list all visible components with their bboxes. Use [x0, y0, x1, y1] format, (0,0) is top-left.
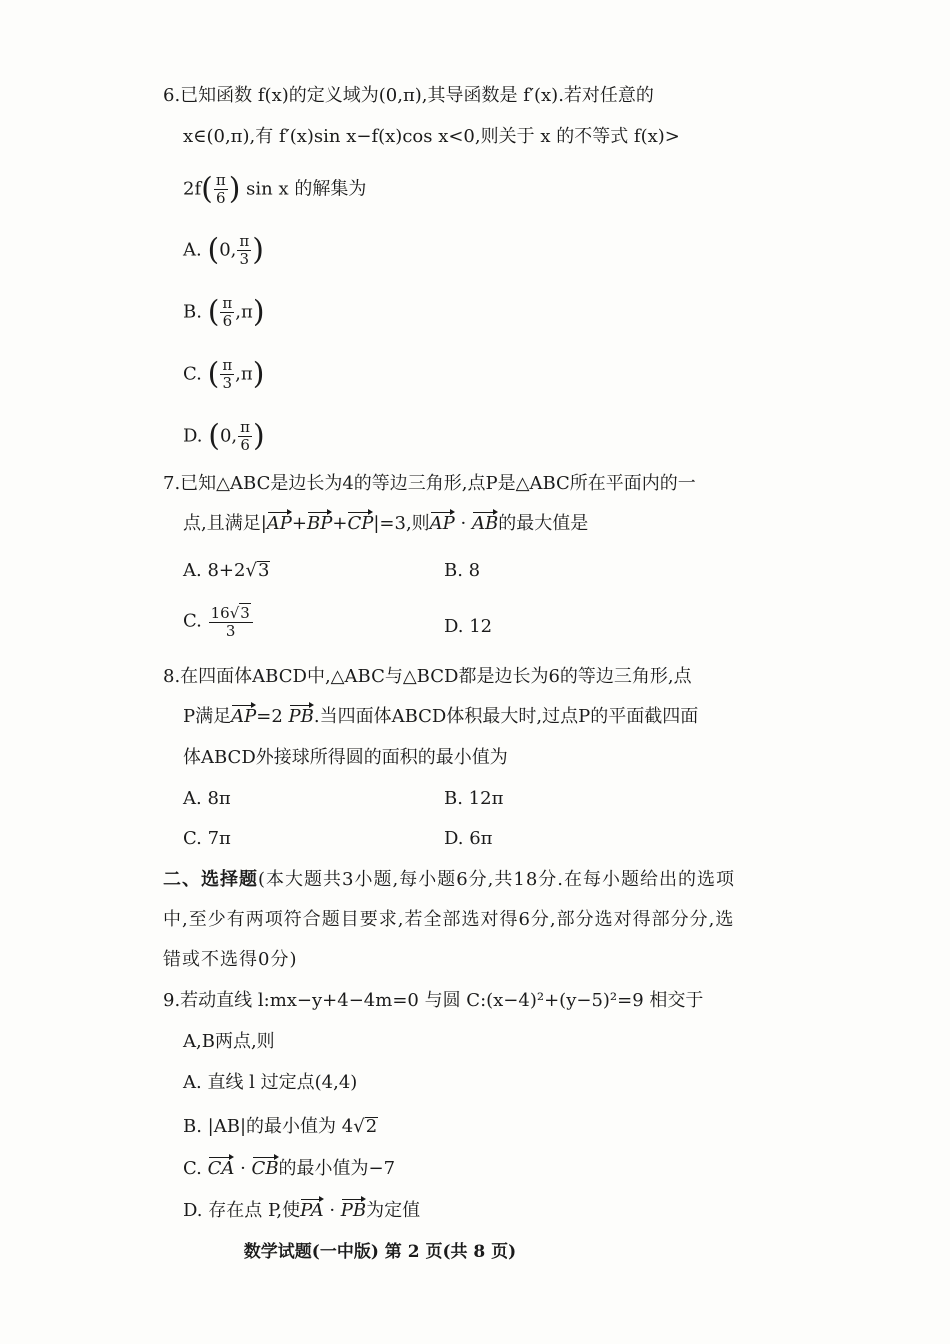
vector-ap: AP — [231, 704, 256, 730]
vector-ap-2: AP — [430, 511, 455, 537]
section2-line3: 错或不选得0分) — [163, 949, 298, 970]
q6-2f: 2f — [183, 178, 202, 200]
q8-line3: 体ABCD外接球所得圆的面积的最小值为 — [183, 747, 508, 768]
q6-option-c: C. ( $\frac{\pi}{3}$ ,π) — [183, 356, 265, 392]
q9-option-b: B. |AB|的最小值为 4√2 — [183, 1116, 378, 1137]
q8-option-c: C. 7π — [183, 828, 231, 849]
vector-ab: AB — [472, 511, 498, 537]
q7-line2: 点,且满足|AP+BP+CP|=3,则AP · AB的最大值是 — [183, 511, 588, 537]
q6-fraction: $\frac{\pi}{6}$ — [215, 171, 226, 207]
section2-line2: 中,至少有两项符合题目要求,若全部选对得6分,部分选对得部分分,选 — [163, 909, 735, 930]
vector-pa: PA — [300, 1198, 323, 1224]
q7-option-a: A. 8+2√3 — [183, 560, 270, 581]
q8-option-b: B. 12π — [444, 788, 504, 809]
q9-option-a: A. 直线 l 过定点(4,4) — [183, 1072, 358, 1093]
q8-line1: 8.在四面体ABCD中,△ABC与△BCD都是边长为6的等边三角形,点 — [163, 666, 692, 687]
q9-option-c: C. CA · CB的最小值为−7 — [183, 1156, 395, 1182]
q6-option-b: B. ( $\frac{\pi}{6}$ ,π) — [183, 294, 265, 330]
vector-ap: AP — [267, 511, 292, 537]
q8-line2: P满足AP=2 PB.当四面体ABCD体积最大时,过点P的平面截四面 — [183, 704, 698, 730]
vector-cp: CP — [347, 511, 373, 537]
q9-line1: 9.若动直线 l:mx−y+4−4m=0 与圆 C:(x−4)²+(y−5)²=9 相交于 — [163, 990, 704, 1011]
section2-heading: 二、选择题 — [163, 869, 258, 890]
q6-line2: x∈(0,π),有 f′(x)sin x−f(x)cos x<0,则关于 x 的不等式 f(x)> — [183, 126, 680, 147]
q6-option-d: D. (0, $\frac{\pi}{6}$ ) — [183, 418, 265, 454]
q6-option-a: A. (0, $\frac{\pi}{3}$ ) — [183, 232, 264, 268]
q6-line3-text: sin x 的解集为 — [246, 178, 367, 200]
q6-line1: 6.已知函数 f(x)的定义域为(0,π),其导函数是 f′(x).若对任意的 — [163, 85, 654, 106]
page-footer: 数学试题(一中版) 第 2 页(共 8 页) — [243, 1242, 517, 1262]
q7-line1: 7.已知△ABC是边长为4的等边三角形,点P是△ABC所在平面内的一 — [163, 473, 696, 494]
section2-line1: 二、选择题(本大题共3小题,每小题6分,共18分.在每小题给出的选项 — [163, 869, 735, 890]
q8-option-d: D. 6π — [444, 828, 493, 849]
q9-option-d: D. 存在点 P,使PA · PB为定值 — [183, 1198, 420, 1224]
q7-option-b: B. 8 — [444, 560, 481, 581]
q7-option-d: D. 12 — [444, 616, 493, 637]
q6-line3: 2f( $\frac{\pi}{6}$ ) sin x 的解集为 — [183, 171, 367, 207]
q8-option-a: A. 8π — [183, 788, 231, 809]
vector-bp: BP — [307, 511, 332, 537]
vector-pb: PB — [341, 1198, 366, 1224]
vector-pb: PB — [289, 704, 314, 730]
vector-cb: CB — [252, 1156, 279, 1182]
vector-ca: CA — [208, 1156, 235, 1182]
q9-line2: A,B两点,则 — [183, 1031, 275, 1052]
q7-option-c: C. $\frac{16√3}{3}$ — [183, 603, 254, 640]
